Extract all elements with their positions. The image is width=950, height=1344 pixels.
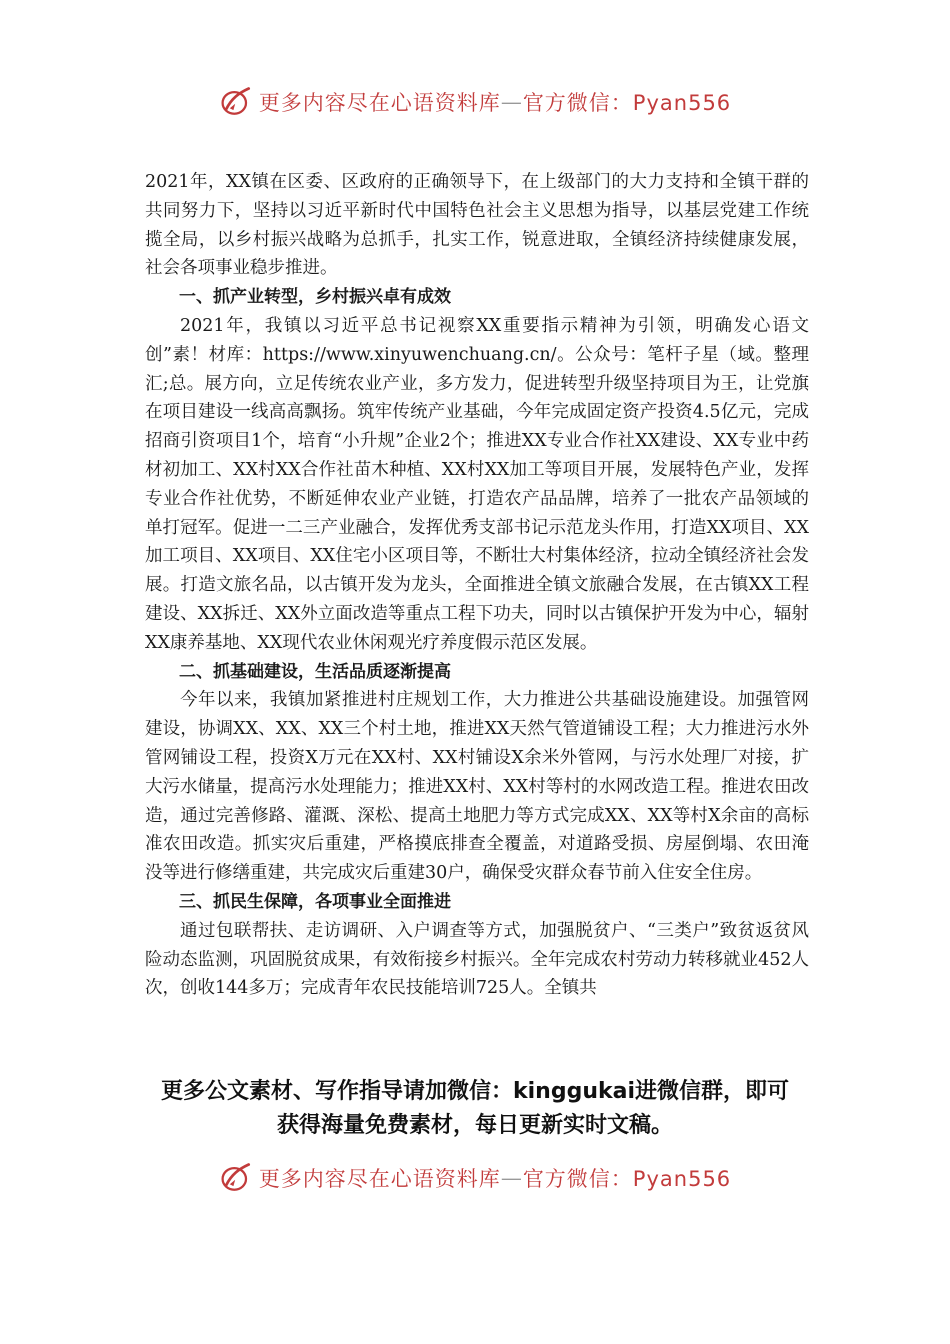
section-heading-1: 一、抓产业转型，乡村振兴卓有成效: [179, 287, 451, 308]
banner-text: 更多内容尽在心语资料库: [258, 1167, 501, 1191]
promo-notice: [120, 1075, 830, 1143]
section-heading-3: 三、抓民生保障，各项事业全面推进: [179, 891, 451, 912]
intro-paragraph: 2021年，XX镇在区委、区政府的正确领导下，在上级部门的大力支持和全镇干群的共同努力下，坚持以习近平新时代中国特色社会主义思想为指导，以基层党建工作统揽全局，以乡村振兴战略为总抓手，扎实工作，锐意进取，全镇经济持续健康发展，社会各项事业稳步推进。: [145, 172, 809, 279]
section-heading-2: 二、抓基础建设，生活品质逐渐提高: [179, 661, 451, 682]
banner-wechat: 官方微信：Pyan556: [522, 1167, 732, 1191]
pen-swirl-logo-icon: [219, 84, 255, 120]
banner-wechat: 官方微信：Pyan556: [522, 91, 732, 115]
banner-separator: —: [500, 1166, 523, 1190]
banner-separator: —: [500, 90, 523, 114]
section-2-paragraph: 今年以来，我镇加紧推进村庄规划工作，大力推进公共基础设施建设。加强管网建设，协调XX、XX、XX三个村土地，推进XX天然气管道铺设工程；大力推进污水外管网铺设工程，投资X万元在XX村、XX村铺设X余米外管网，与污水处理厂对接，扩大污水储量，提高污水处理能力；推进XX村、XX村等村的水网改造工程。推进农田改造，通过完善修路、灌溉、深松、提高土地肥力等方式完成XX、XX等村X余亩的高标准农田改造。抓实灾后重建，严格摸底排查全覆盖，对道路受损、房屋倒塌、农田淹没等进行修缮重建，共完成灾后重建30户，确保受灾群众春节前入住安全住房。: [145, 690, 809, 884]
banner-text: 更多内容尽在心语资料库: [258, 91, 501, 115]
section-1-paragraph: 2021年，我镇以习近平总书记视察XX重要指示精神为引领，明确发心语文创”素！材库：https://www.xinyuwenchuang.cn/。公众号：笔杆子星（域。整理汇;总。展方向，立足传统农业产业，多方发力，促进转型升级坚持项目为王，让党旗在项目建设一线高高飘扬。筑牢传统产业基础，今年完成固定资产投资4.5亿元，完成招商引资项目1个，培育“小升规”企业2个；推进XX专业合作社XX建设、XX专业中药材初加工、XX村XX合作社苗木种植、XX村XX加工等项目开展，发展特色产业，发挥专业合作社优势，不断延伸农业产业链，打造农产品品牌，培养了一批农产品领域的单打冠军。促进一二三产业融合，发挥优秀支部书记示范龙头作用，打造XX项目、XX加工项目、XX项目、XX住宅小区项目等，不断壮大村集体经济，拉动全镇经济社会发展。打造文旅名品，以古镇开发为龙头，全面推进全镇文旅融合发展，在古镇XX工程建设、XX拆迁、XX外立面改造等重点工程下功夫，同时以古镇保护开发为中心，辐射XX康养基地、XX现代农业休闲观光疗养度假示范区发展。: [145, 315, 809, 653]
promo-line-1: 更多公文素材、写作指导请加微信：kinggukai进微信群，即可: [160, 1079, 789, 1104]
promo-line-2: 获得海量免费素材，每日更新实时文稿。: [276, 1113, 673, 1138]
header-banner: [0, 80, 950, 124]
pen-swirl-logo-icon: [219, 1160, 255, 1196]
document-body: [145, 168, 809, 1003]
section-3-paragraph: 通过包联帮扶、走访调研、入户调查等方式，加强脱贫户、“三类户”致贫返贫风险动态监测，巩固脱贫成果，有效衔接乡村振兴。全年完成农村劳动力转移就业452人次，创收144多万；完成青年农民技能培训725人。全镇共: [145, 920, 809, 999]
footer-banner: [0, 1156, 950, 1200]
